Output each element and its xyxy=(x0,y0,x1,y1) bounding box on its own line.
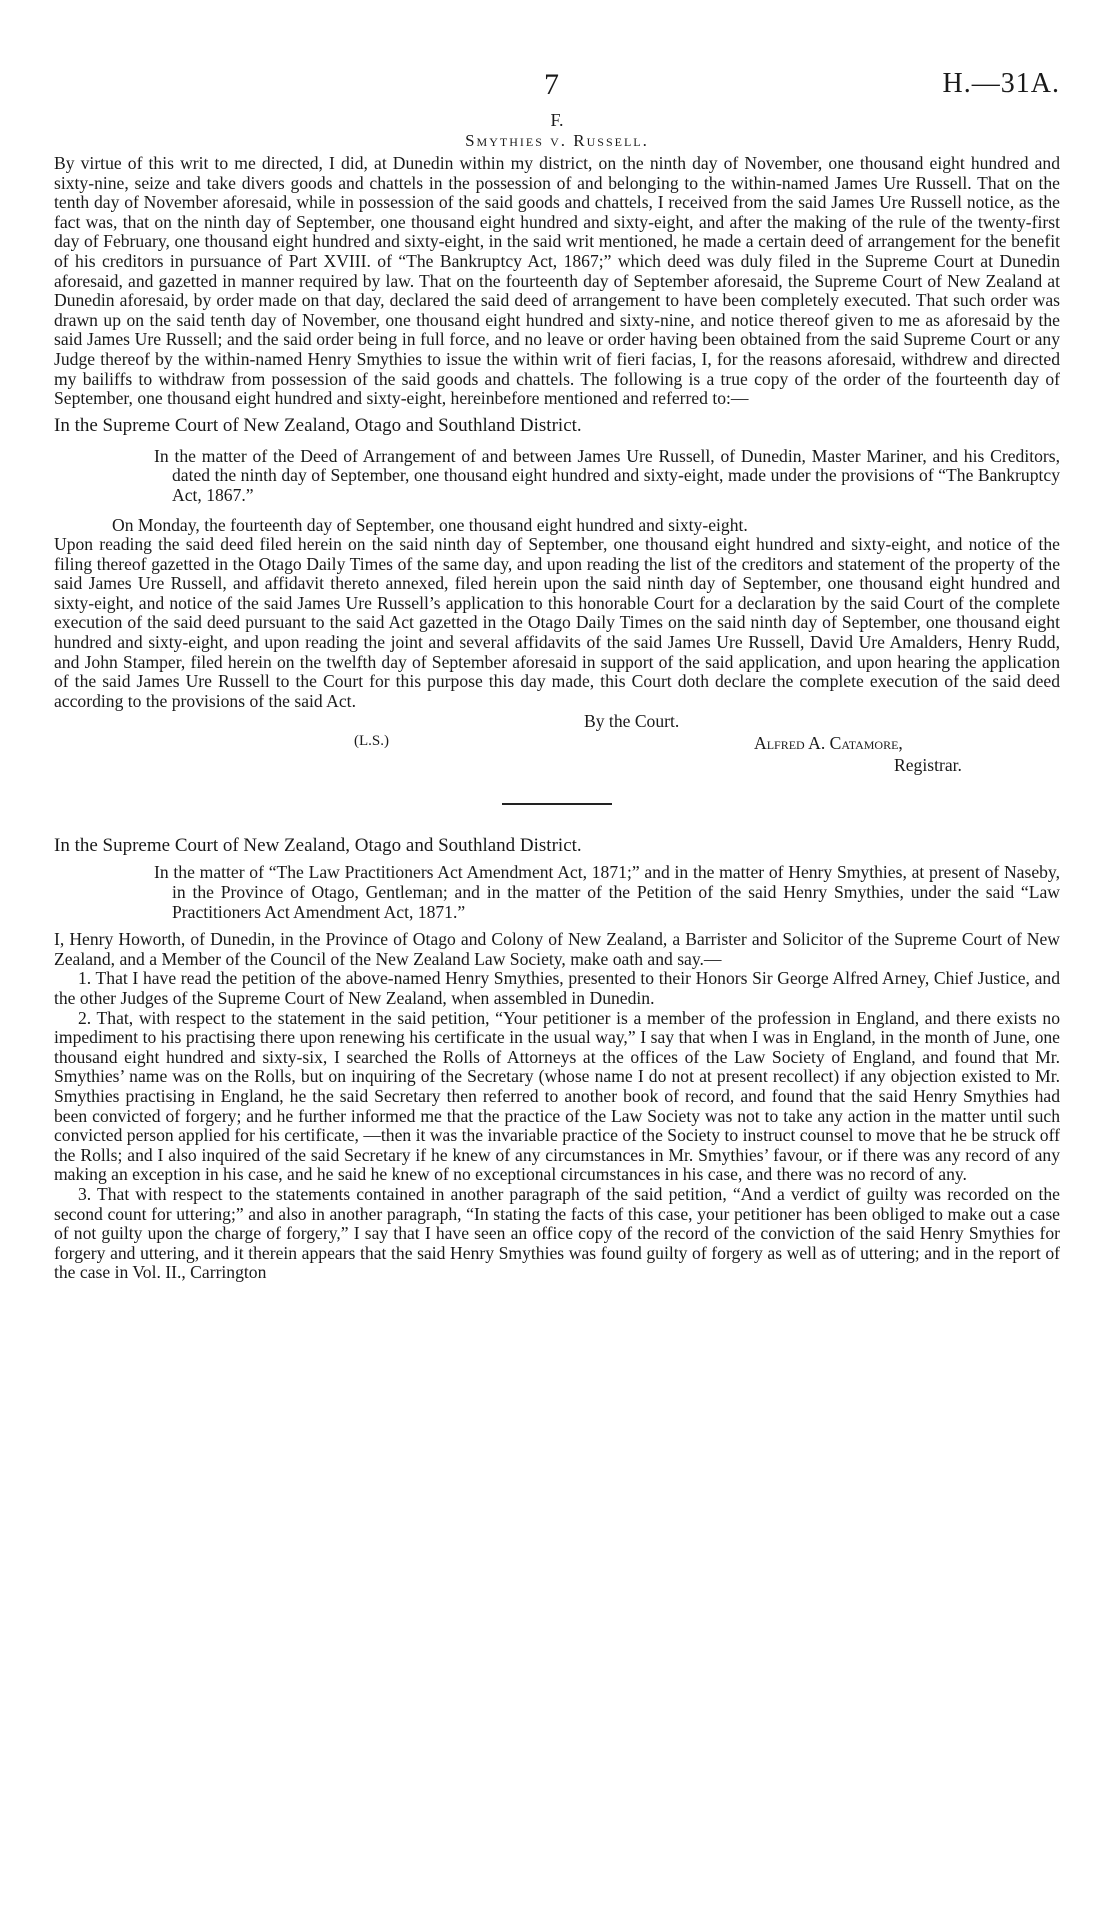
affidavit-paragraph-2: 2. That, with respect to the statement in the said petition, “Your petitioner is a member of the profession in England, and there exists no impediment to his practising there upon renewing his certificate in the usual way,” I say that when I was in England, in the month of June, one thousand eight hundred and sixty-six, I searched the Rolls of Attorneys at the offices of the Law Society of England, and found that Mr. Smythies’ name was on the Rolls, but on inquiring of the Secretary (whose name I do not at present recollect) if any objection existed to Mr. Smythies practising in England, he the said Secretary then referred to another book of record, and found that the said Henry Smythies had been convicted of forgery; and he further informed me that the practice of the Law Society was not to take any action in the matter until such convicted person applied for his certificate, —then it was the invariable practice of the Society to instruct counsel to move that he be struck off the Rolls; and I also inquired of the said Secretary if he knew of any circumstances in Mr. Smythies’ favour, or if there was any record of any making an exception in his case, and he said he knew of no exceptional circumstances in his case, and there was no record of any. xyxy=(54,1007,1060,1185)
court-heading-2: In the Supreme Court of New Zealand, Otago and Southland District. xyxy=(54,835,582,857)
section-divider xyxy=(502,803,612,805)
order-date: On Monday, the fourteenth day of September, one thousand eight hundred and sixty-eight. xyxy=(112,514,748,535)
signature-row xyxy=(54,733,1060,755)
by-the-court-row xyxy=(54,711,1060,733)
page-header xyxy=(54,58,1060,108)
section-title: Smythies v. Russell. xyxy=(465,131,649,150)
matter-law-practitioners-act: In the matter of “The Law Practitioners Act Amendment Act, 1871;” and in the matter of Henry Smythies, at present of Naseby, in the Province of Otago, Gentleman; and in the matter of the Petition of the said Henry Smythies, under the said “Law Practitioners Act Amendment Act, 1871.” xyxy=(154,862,1060,922)
return-to-writ-paragraph: By virtue of this writ to me directed, I did, at Dunedin within my district, on the ninth day of November, one thousand eight hundred and sixty-nine, seize and take divers goods and chattels in the possession of and belonging to the within-named James Ure Russell. That on the tenth day of November aforesaid, while in possession of the said goods and chattels, I received from the said James Ure Russell notice, as the fact was, that on the ninth day of September, one thousand eight hundred and sixty-eight, and after the making of the rule of the twenty-first day of February, one thousand eight hundred and sixty-eight, in the said writ mentioned, he made a certain deed of arrangement for the benefit of his creditors in pursuance of Part XVIII. of “The Bankruptcy Act, 1867;” which deed was duly filed in the Supreme Court at Dunedin aforesaid, and gazetted in manner required by law. That on the fourteenth day of September aforesaid, the Supreme Court of New Zealand at Dunedin aforesaid, by order made on that day, declared the said deed of arrangement to have been completely executed. That such order was drawn up on the said tenth day of November, one thousand eight hundred and sixty-nine, and notice thereof given to me as aforesaid by the said James Ure Russell; and the said order being in full force, and no leave or order having been obtained from the said Supreme Court or any Judge thereof by the within-named Henry Smythies to issue the within writ of fieri facias, I, for the reasons aforesaid, withdrew and directed my bailiffs to withdraw from possession of the said goods and chattels. The following is a true copy of the order of the fourteenth day of September, one thousand eight hundred and sixty-eight, hereinbefore mentioned and referred to:— xyxy=(54,153,1060,409)
page-number: 7 xyxy=(544,68,559,101)
order-body: Upon reading the said deed filed herein on the said ninth day of September, one thousand eight hundred and sixty-eight, and notice of the filing thereof gazetted in the Otago Daily Times of the same day, and upon reading the list of the creditors and statement of the property of the said James Ure Russell, and affidavit thereto annexed, filed herein upon the said ninth day of September, one thousand eight hundred and sixty-eight, and notice of the said James Ure Russell’s application to this honorable Court for a declaration by the said Court of the complete execution of the said deed pursuant to the said Act gazetted in the Otago Daily Times on the said ninth day of September, one thousand eight hundred and sixty-eight, and upon reading the joint and several affidavits of the said James Ure Russell, David Ure Amalders, Henry Rudd, and John Stamper, filed herein on the twelfth day of September aforesaid in support of the said application, and upon hearing the application of the said James Ure Russell to the Court for this purpose this day made, this Court doth declare the complete execution of the said deed according to the provisions of the said Act. xyxy=(54,534,1060,711)
affidavit-paragraph-3: 3. That with respect to the statements contained in another paragraph of the said petition, “And a verdict of guilty was recorded on the second count for uttering;” and also in another paragraph, “In stating the facts of this case, your petitioner has been obliged to make out a case of not guilty upon the charge of forgery,” I say that I have seen an office copy of the record of the conviction of the said Henry Smythies for forgery and uttering, and it therein appears that the said Henry Smythies was found guilty of forgery as well as of uttering; and in the report of the case in Vol. II., Carrington xyxy=(54,1183,1060,1283)
seal-mark: (L.S.) xyxy=(354,733,389,750)
signatory-title-row xyxy=(54,755,1060,777)
affidavit-intro: I, Henry Howorth, of Dunedin, in the Province of Otago and Colony of New Zealand, a Barrister and Solicitor of the Supreme Court of New Zealand, and a Member of the Council of the New Zealand Law Society, make oath and say.— xyxy=(54,929,1060,969)
section-letter: F. xyxy=(550,110,564,130)
signatory-title: Registrar. xyxy=(894,755,962,776)
affidavit-paragraph-1: 1. That I have read the petition of the above-named Henry Smythies, presented to their Honors Sir George Alfred Arney, Chief Justice, and the other Judges of the Supreme Court of New Zealand, when assembled in Dunedin. xyxy=(54,968,1060,1008)
paper-reference: H.—31A. xyxy=(942,68,1060,99)
court-heading-1: In the Supreme Court of New Zealand, Otago and Southland District. xyxy=(54,414,582,436)
signatory-name: Alfred A. Catamore, xyxy=(754,733,903,754)
matter-deed-of-arrangement: In the matter of the Deed of Arrangement of and between James Ure Russell, of Dunedin, Master Mariner, and his Creditors, dated the ninth day of September, one thousand eight hundred and sixty-eight, made under the provisions of “The Bankruptcy Act, 1867.” xyxy=(154,445,1060,505)
by-the-court: By the Court. xyxy=(584,711,680,732)
document-page xyxy=(54,58,1060,1283)
